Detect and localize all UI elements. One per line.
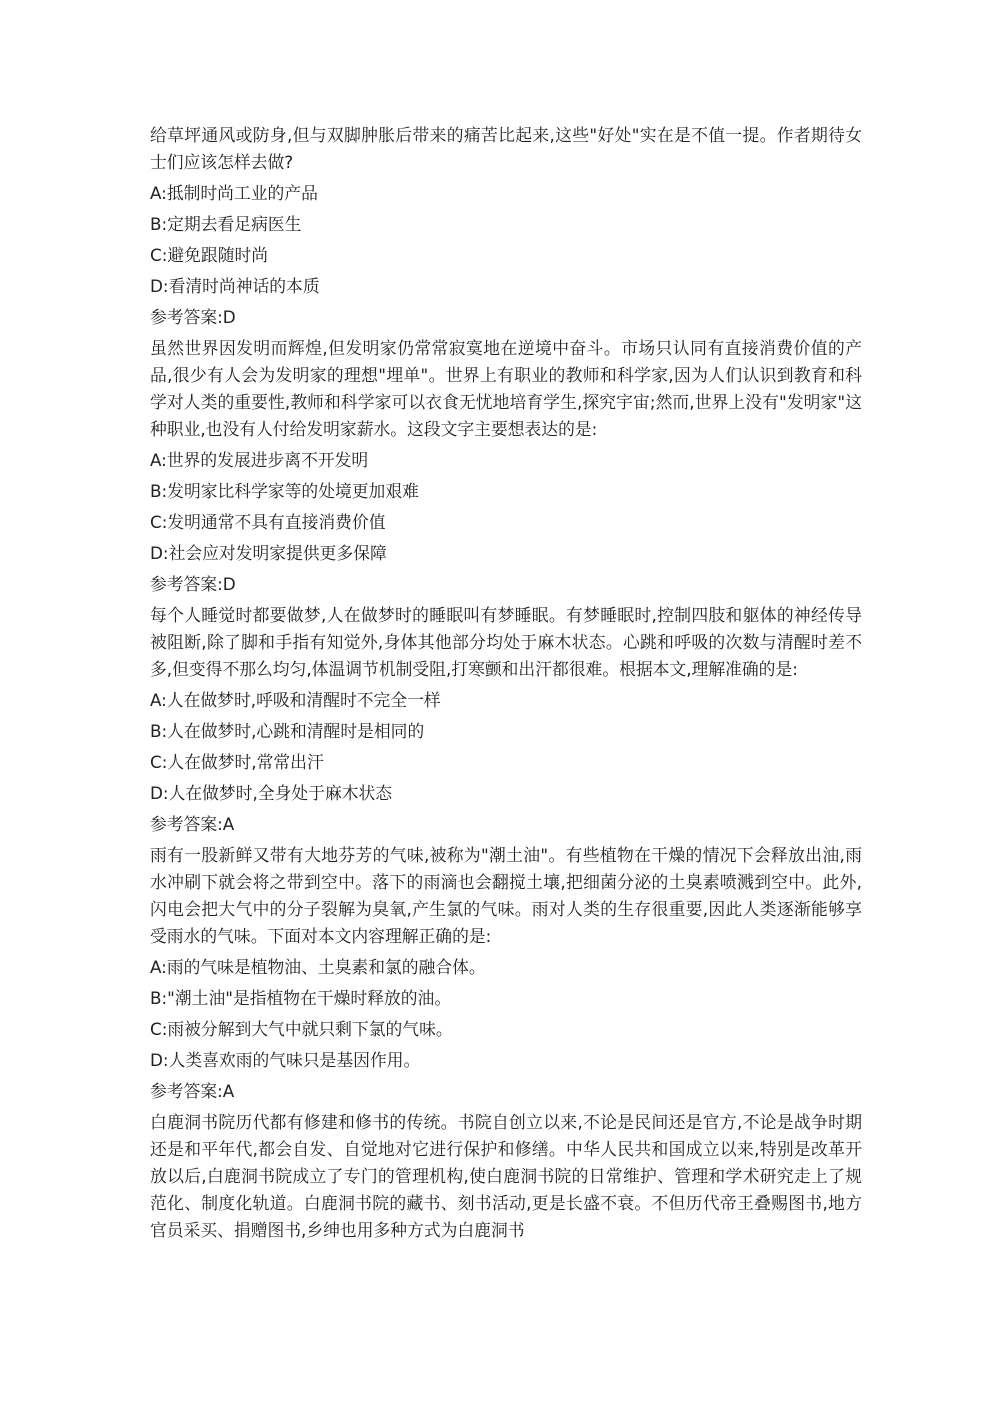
question-4	[150, 842, 862, 1105]
option-c: C:发明通常不具有直接消费价值	[150, 512, 386, 532]
option-c: C:避免跟随时尚	[150, 245, 269, 265]
option-d: D:人类喜欢雨的气味只是基因作用。	[150, 1050, 421, 1070]
document-page	[150, 122, 862, 1248]
question-5	[150, 1109, 862, 1244]
option-c: C:人在做梦时,常常出汗	[150, 752, 324, 772]
question-text: 雨有一股新鲜又带有大地芬芳的气味,被称为"潮土油"。有些植物在干燥的情况下会释放出油,雨水冲刷下就会将之带到空中。落下的雨滴也会翻搅土壤,把细菌分泌的土臭素喷溅到空中。此外,闪电会把大气中的分子裂解为臭氧,产生氯的气味。雨对人类的生存很重要,因此人类逐渐能够享受雨水的气味。下面对本文内容理解正确的是:	[150, 845, 862, 946]
option-a: A:人在做梦时,呼吸和清醒时不完全一样	[150, 690, 441, 710]
option-a: A:世界的发展进步离不开发明	[150, 450, 369, 470]
option-b: B:定期去看足病医生	[150, 214, 302, 234]
question-1	[150, 122, 862, 331]
question-text: 给草坪通风或防身,但与双脚肿胀后带来的痛苦比起来,这些"好处"实在是不值一提。作者期待女士们应该怎样去做?	[150, 125, 862, 172]
option-d: D:人在做梦时,全身处于麻木状态	[150, 783, 393, 803]
reference-answer: 参考答案:D	[150, 574, 236, 594]
reference-answer: 参考答案:A	[150, 814, 235, 834]
option-b: B:发明家比科学家等的处境更加艰难	[150, 481, 419, 501]
reference-answer: 参考答案:A	[150, 1081, 235, 1101]
option-a: A:抵制时尚工业的产品	[150, 183, 318, 203]
option-c: C:雨被分解到大气中就只剩下氯的气味。	[150, 1019, 453, 1039]
option-d: D:看清时尚神话的本质	[150, 276, 320, 296]
question-3	[150, 602, 862, 838]
option-b: B:人在做梦时,心跳和清醒时是相同的	[150, 721, 425, 741]
question-2	[150, 335, 862, 598]
option-d: D:社会应对发明家提供更多保障	[150, 543, 387, 563]
question-text: 白鹿洞书院历代都有修建和修书的传统。书院自创立以来,不论是民间还是官方,不论是战争时期还是和平年代,都会自发、自觉地对它进行保护和修缮。中华人民共和国成立以来,特别是改革开放以后,白鹿洞书院成立了专门的管理机构,使白鹿洞书院的日常维护、管理和学术研究走上了规范化、制度化轨道。白鹿洞书院的藏书、刻书活动,更是长盛不衰。不但历代帝王叠赐图书,地方官员采买、捐赠图书,乡绅也用多种方式为白鹿洞书	[150, 1112, 862, 1240]
option-a: A:雨的气味是植物油、土臭素和氯的融合体。	[150, 957, 486, 977]
question-text: 虽然世界因发明而辉煌,但发明家仍常常寂寞地在逆境中奋斗。市场只认同有直接消费价值的产品,很少有人会为发明家的理想"埋单"。世界上有职业的教师和科学家,因为人们认识到教育和科学对人类的重要性,教师和科学家可以衣食无忧地培育学生,探究宇宙;然而,世界上没有"发明家"这种职业,也没有人付给发明家薪水。这段文字主要想表达的是:	[150, 338, 862, 439]
option-b: B:"潮土油"是指植物在干燥时释放的油。	[150, 988, 452, 1008]
question-text: 每个人睡觉时都要做梦,人在做梦时的睡眠叫有梦睡眠。有梦睡眠时,控制四肢和躯体的神经传导被阻断,除了脚和手指有知觉外,身体其他部分均处于麻木状态。心跳和呼吸的次数与清醒时差不多,但变得不那么均匀,体温调节机制受阻,打寒颤和出汗都很难。根据本文,理解准确的是:	[150, 605, 862, 679]
reference-answer: 参考答案:D	[150, 307, 236, 327]
